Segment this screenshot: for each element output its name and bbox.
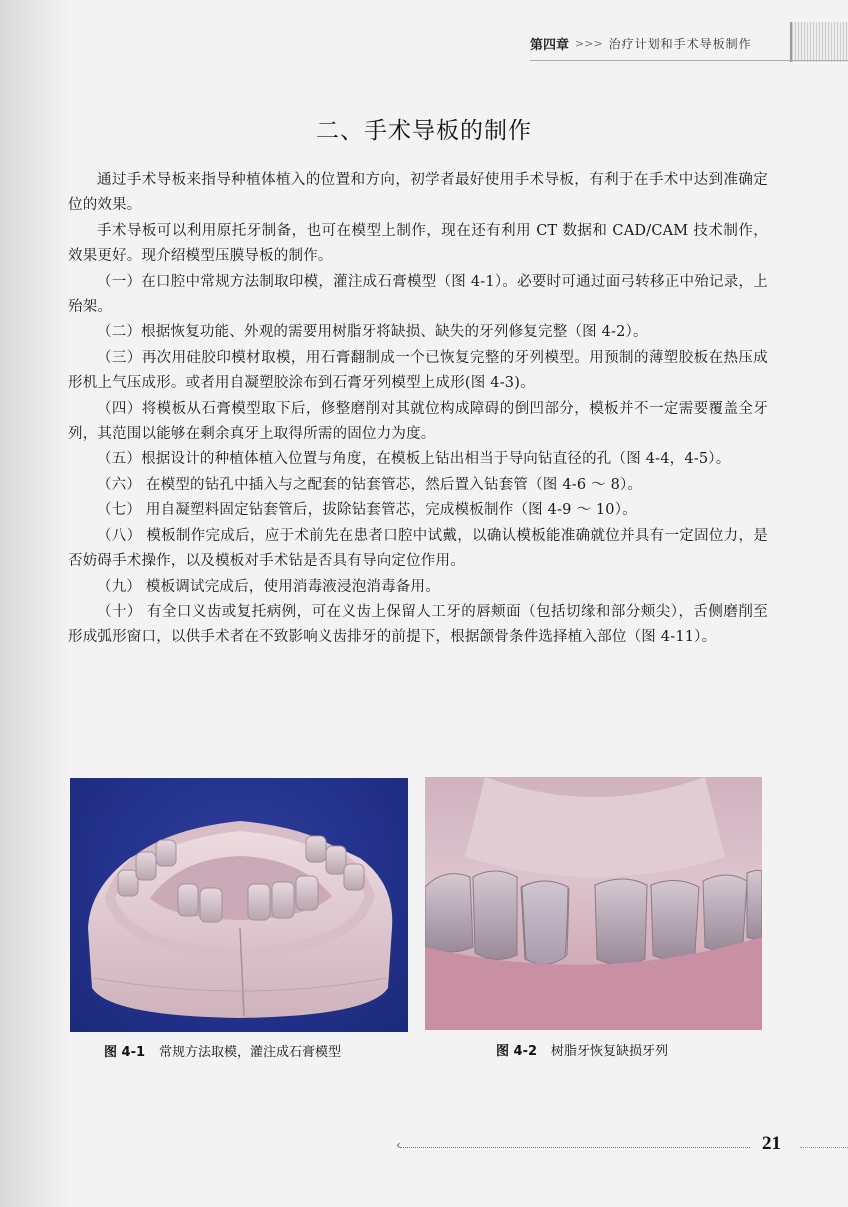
footer-arrow-icon: ‹: [396, 1138, 401, 1152]
page-binding-shadow: [0, 0, 70, 1207]
figure-4-2-photo: [425, 777, 762, 1030]
paragraph: （二）根据恢复功能、外观的需要用树脂牙将缺损、缺失的牙列修复完整（图 4-2）。: [97, 324, 648, 341]
figure-number: 图 4-2: [496, 1044, 538, 1059]
page-number: 21: [762, 1133, 781, 1154]
paragraph: （十） 有全口义齿或复托病例，可在义齿上保留人工牙的唇颊面（包括切缘和部分颊尖），舌侧磨削至形成弧形窗口，以供手术者在不致影响义齿排牙的前提下，根据颌骨条件选择植入部位（图 4-11）。: [68, 603, 768, 646]
figure-4-1-photo: [70, 778, 408, 1032]
paragraph: （六） 在模型的钻孔中插入与之配套的钻套管芯，然后置入钻套管（图 4-6 ～ 8）。: [97, 476, 643, 493]
figure-caption: [104, 1041, 341, 1060]
paragraph: （九） 模板调试完成后，使用消毒液浸泡消毒备用。: [97, 578, 440, 595]
paragraph: 通过手术导板来指导种植体植入的位置和方向，初学者最好使用手术导板，有利于在手术中达到准确定位的效果。: [68, 172, 768, 214]
paragraph: （三）再次用硅胶印模材取模，用石膏翻制成一个已恢复完整的牙列模型。用预制的薄塑胶板在热压成形机上气压成形。或者用自凝塑胶涂布到石膏牙列模型上成形(图 4-3)。: [68, 349, 768, 392]
paragraph: （四）将模板从石膏模型取下后，修整磨削对其就位构成障碍的倒凹部分，模板并不一定需要覆盖全牙列，其范围以能够在剩余真牙上取得所需的固位力为度。: [68, 400, 768, 443]
figure-number: 图 4-1: [104, 1045, 146, 1060]
plaster-model-illustration: [70, 778, 408, 1032]
header-subtitle: 治疗计划和手术导板制作: [608, 36, 752, 51]
footer-dotted-rule: [400, 1147, 750, 1148]
footer-dotted-rule-right: [800, 1147, 848, 1148]
figure-caption: [496, 1040, 668, 1059]
header-decorative-bar: [790, 22, 848, 62]
paragraph: （七） 用自凝塑料固定钻套管后，拔除钻套管芯，完成模板制作（图 4-9 ～ 10）。: [97, 502, 637, 519]
paragraph: （八） 模板制作完成后，应于术前先在患者口腔中试戴，以确认模板能准确就位并具有一定固位力，是否妨碍手术操作，以及模板对手术钻是否具有导向定位作用。: [68, 527, 768, 570]
paragraph: 手术导板可以利用原托牙制备，也可在模型上制作，现在还有利用 CT 数据和 CAD/CAM 技术制作，效果更好。现介绍模型压膜导板的制作。: [68, 222, 768, 265]
figure-caption-text: 树脂牙恢复缺损牙列: [551, 1044, 669, 1059]
header-rule: [530, 60, 848, 61]
paragraph: （一）在口腔中常规方法制取印模，灌注成石膏模型（图 4-1）。必要时可通过面弓转移正中殆记录，上殆架。: [68, 273, 768, 316]
paragraph: （五）根据设计的种植体植入位置与角度，在模板上钻出相当于导向钻直径的孔（图 4-4，4-5）。: [97, 451, 731, 468]
header-chapter: 第四章: [530, 37, 570, 53]
section-title: 二、手术导板的制作: [316, 118, 532, 144]
resin-teeth-illustration: [425, 777, 762, 1030]
body-text: [68, 168, 768, 651]
figure-caption-text: 常规方法取模，灌注成石膏模型: [159, 1045, 342, 1060]
header-arrows-icon: >>>: [575, 36, 603, 50]
